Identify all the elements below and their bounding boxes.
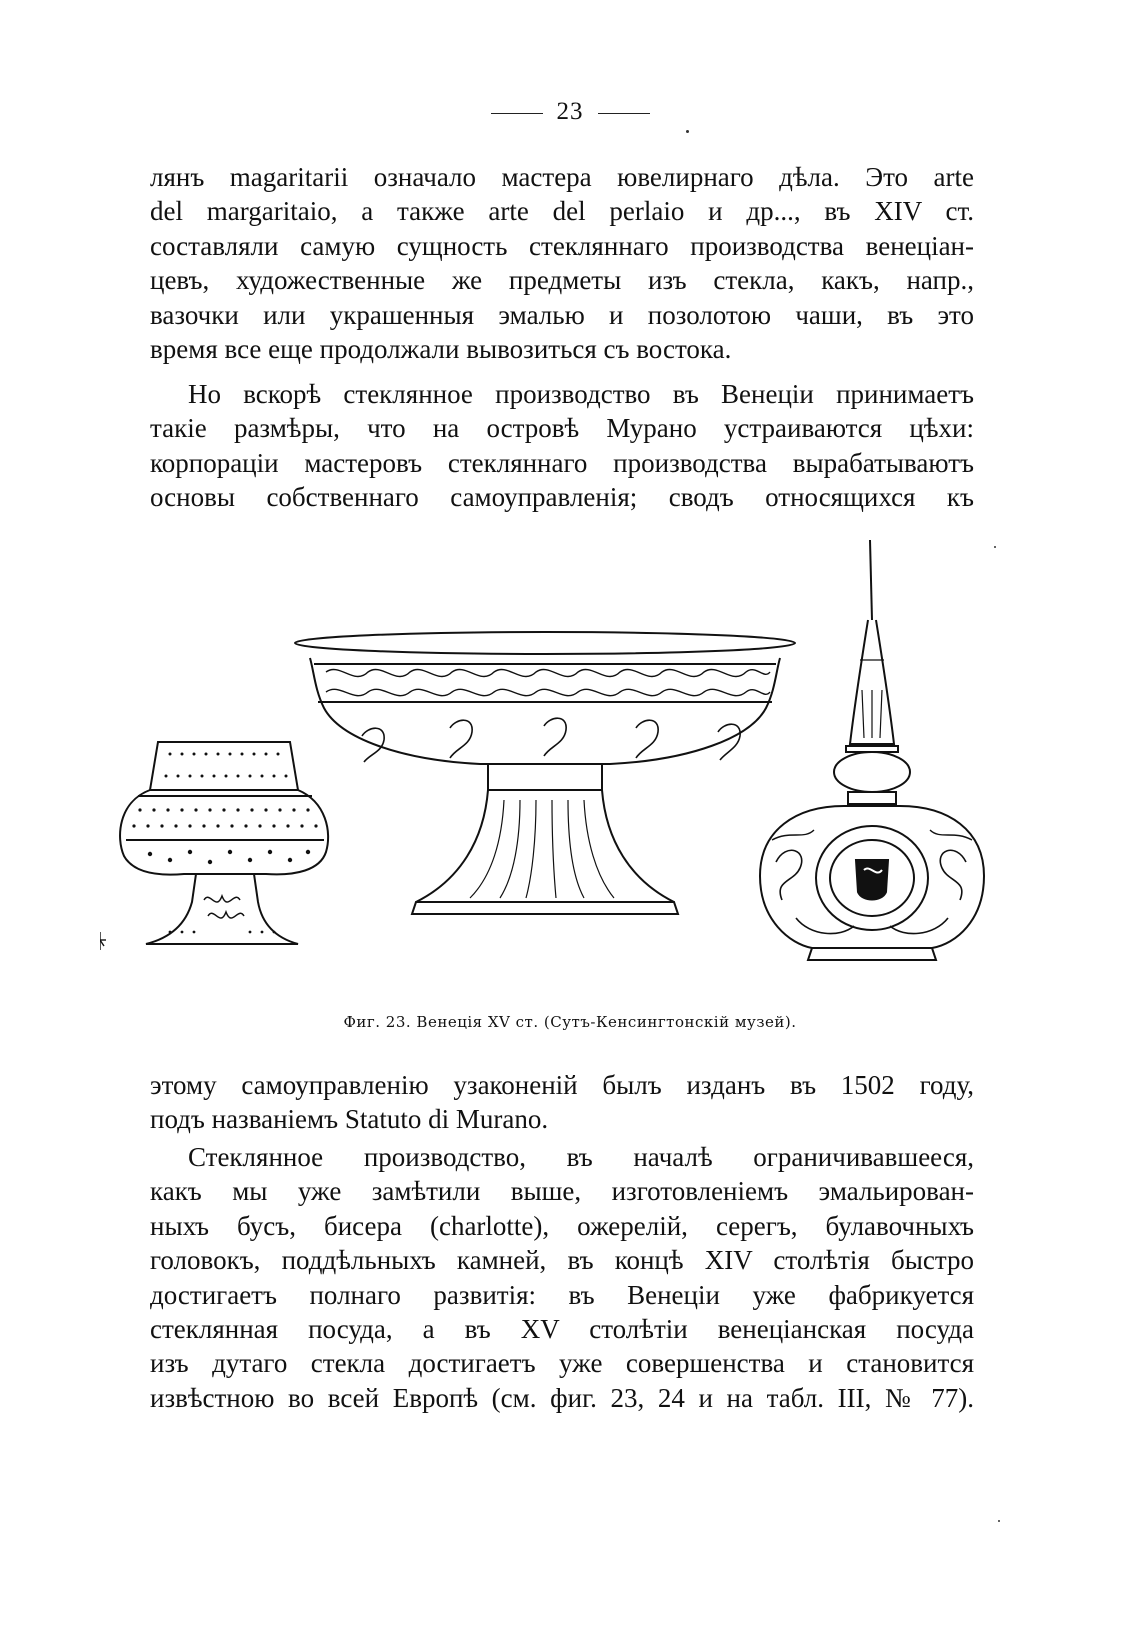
page-number-text: 23 — [556, 98, 584, 125]
enamelled-flask-drawing — [760, 540, 984, 960]
text-line: изъ дутаго стекла достигаетъ уже совершенства и становится — [150, 1348, 974, 1379]
page-number — [0, 98, 1140, 126]
text-line: основы собственнаго самоуправленія; сводъ относящихся къ — [150, 482, 974, 513]
paragraph-3 — [150, 1068, 974, 1137]
text-line: стеклянная посуда, а въ XV столѣтіи венеціанская посуда — [150, 1314, 974, 1345]
text-line: цевъ, художественные же предметы изъ стекла, какъ, напр., — [150, 265, 974, 296]
footed-bowl-drawing — [295, 632, 795, 914]
text-line: лянъ magaritarii означало мастера ювелирнаго дѣла. Это arte — [150, 162, 974, 192]
text-line: ныхъ бусъ, бисера (charlotte), ожерелій, серегъ, булавочныхъ — [150, 1210, 974, 1241]
page-number-dash-left — [491, 113, 543, 114]
text-line: del margaritaio, а также arte del perlaio и др..., въ XIV ст. — [150, 196, 974, 227]
enamelled-beaker-drawing — [120, 742, 328, 944]
text-line: какъ мы уже замѣтили выше, изготовленіемъ эмальирован- — [150, 1176, 974, 1207]
text-line: Но вскорѣ стеклянное производство въ Венеціи принимаетъ — [188, 379, 974, 409]
text-line: головокъ, поддѣльныхъ камней, въ концѣ XIV столѣтія быстро — [150, 1245, 974, 1276]
text-line: Стеклянное производство, въ началѣ ограничивавшееся, — [188, 1142, 974, 1172]
text-line: достигаетъ полнаго развитія: въ Венеціи уже фабрикуется — [150, 1279, 974, 1310]
text-line: извѣстною во всей Европѣ (см. фиг. 23, 24 и на табл. III, № 77). — [150, 1382, 974, 1413]
paragraph-2 — [150, 377, 974, 515]
paper-speck — [686, 130, 689, 133]
page-number-dash-right — [598, 113, 650, 114]
paragraph-1 — [150, 160, 974, 366]
figure-23-illustration — [100, 540, 1000, 1000]
paper-speck — [994, 546, 996, 548]
paper-speck — [998, 1520, 1000, 1522]
text-line: составляли самую сущность стекляннаго производства венеціан- — [150, 230, 974, 261]
text-line: вазочки или украшенныя эмалью и позолотою чаши, въ это — [150, 299, 974, 330]
text-line: этому самоуправленію узаконеній былъ изданъ въ 1502 году, — [150, 1070, 974, 1100]
text-line: время все еще продолжали вывозиться съ востока. — [150, 334, 732, 365]
glassware-drawing — [100, 540, 1000, 1000]
text-line: такіе размѣры, что на островѣ Мурано устраиваются цѣхи: — [150, 413, 974, 444]
figure-caption: Фиг. 23. Венеція XV ст. (Сутъ-Кенсингтонскій музей). — [343, 1013, 797, 1031]
text-line: подъ названіемъ Statuto di Murano. — [150, 1104, 549, 1135]
margin-ornament-mark — [100, 932, 106, 950]
text-line: корпораціи мастеровъ стекляннаго производства вырабатываютъ — [150, 447, 974, 478]
paragraph-4 — [150, 1140, 974, 1415]
